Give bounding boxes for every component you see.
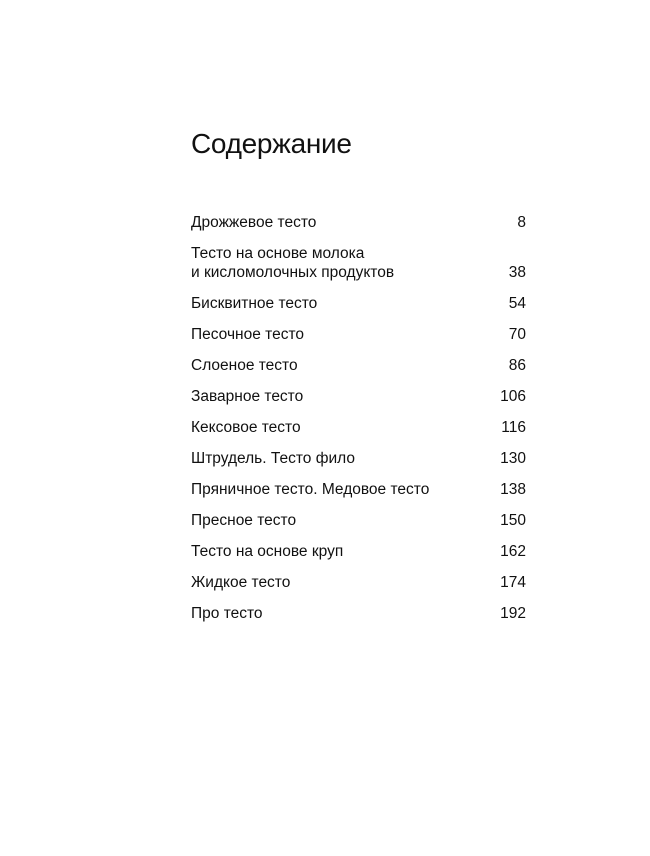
page-title: Содержание <box>191 128 352 159</box>
toc-entry <box>191 325 526 344</box>
toc-entry-title: Про тесто <box>191 605 263 622</box>
toc-entry <box>191 356 526 375</box>
toc-entry-title: Пряничное тесто. Медовое тесто <box>191 481 430 498</box>
toc-entry-page: 70 <box>508 326 526 343</box>
toc-entry-page: 106 <box>500 388 526 405</box>
toc-entry-page: 130 <box>500 450 526 467</box>
toc-entry-page: 150 <box>500 512 526 529</box>
toc-entry-title: Тесто на основе круп <box>191 543 344 560</box>
toc-entry-page: 192 <box>500 605 526 622</box>
toc-entry-title: Дрожжевое тесто <box>191 214 317 231</box>
toc-entry <box>191 294 526 313</box>
toc-entry-page: 116 <box>501 419 526 436</box>
toc-entry-page: 8 <box>517 214 526 231</box>
toc-entry <box>191 387 526 406</box>
table-of-contents <box>191 213 526 635</box>
toc-entry <box>191 542 526 561</box>
toc-entry-title: Бисквитное тесто <box>191 295 318 312</box>
toc-entry <box>191 511 526 530</box>
toc-entry <box>191 480 526 499</box>
toc-entry-title: Песочное тесто <box>191 326 304 343</box>
toc-entry <box>191 213 526 232</box>
toc-entry <box>191 418 526 437</box>
toc-entry <box>191 573 526 592</box>
toc-entry-title: Тесто на основе молока и кисломолочных продуктов <box>191 245 395 281</box>
toc-entry-title: Слоеное тесто <box>191 357 298 374</box>
toc-entry-title: Заварное тесто <box>191 388 304 405</box>
toc-entry-page: 86 <box>508 357 526 374</box>
toc-entry-page: 174 <box>500 574 526 591</box>
toc-entry <box>191 244 526 282</box>
toc-entry <box>191 604 526 623</box>
toc-entry <box>191 449 526 468</box>
toc-entry-page: 54 <box>508 295 526 312</box>
toc-entry-page: 162 <box>500 543 526 560</box>
toc-entry-title: Жидкое тесто <box>191 574 291 591</box>
toc-entry-title: Штрудель. Тесто фило <box>191 450 355 467</box>
toc-entry-title: Кексовое тесто <box>191 419 301 436</box>
toc-entry-page: 38 <box>508 264 526 281</box>
toc-entry-page: 138 <box>500 481 526 498</box>
toc-entry-title: Пресное тесто <box>191 512 297 529</box>
